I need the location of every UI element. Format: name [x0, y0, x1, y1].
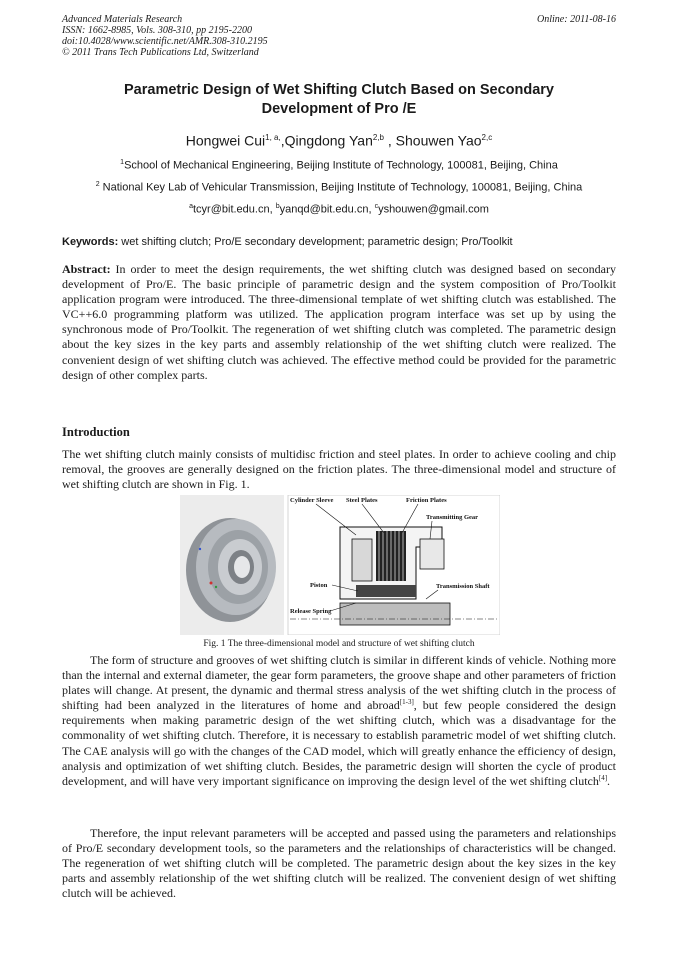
figure-1-caption: Fig. 1 The three-dimensional model and structure of wet shifting clutch — [203, 639, 475, 649]
title-line-1: Parametric Design of Wet Shifting Clutch Based on Secondary — [124, 82, 554, 98]
author-1-name: Hongwei Cui — [185, 132, 266, 149]
copyright-line: © 2011 Trans Tech Publications Ltd, Switzerland — [62, 47, 259, 58]
journal-header — [62, 14, 616, 58]
email-a-sup: a — [189, 203, 193, 210]
email-line — [62, 200, 616, 217]
label-steel-plates: Steel Plates — [346, 497, 378, 504]
affiliation-1-sup: 1 — [120, 159, 125, 166]
author-3-name: , Shouwen Yao — [383, 132, 482, 149]
label-transmission-shaft: Transmission Shaft — [436, 583, 490, 590]
affiliation-1 — [62, 156, 616, 173]
intro-paragraph-1: The wet shifting clutch mainly consists of multidisc friction and steel plates. In order to achieve cooling and chip removal, the grooves are generally designed on the friction plates. The three-dimensional model and structure of wet shifting clutch are shown in Fig. 1. — [62, 447, 616, 492]
email-c[interactable]: yshouwen@gmail.com — [378, 203, 489, 216]
affiliation-1-text: School of Mechanical Engineering, Beijing Institute of Technology, 100081, Beijing, China — [124, 159, 558, 172]
author-list — [62, 129, 616, 150]
paragraph-2 — [62, 653, 616, 789]
author-1-sup: 1, a, — [265, 133, 281, 142]
clutch-3d-model-image — [180, 495, 284, 635]
abstract-paragraph — [62, 262, 616, 383]
abstract-label: Abstract: — [62, 262, 111, 276]
author-3-sup: 2,c — [481, 133, 493, 142]
label-transmitting-gear: Transmitting Gear — [426, 514, 479, 521]
label-friction-plates: Friction Plates — [406, 497, 447, 504]
affiliation-2 — [62, 178, 616, 195]
title-line-2: Development of Pro /E — [261, 101, 417, 117]
issn-line: ISSN: 1662-8985, Vols. 308-310, pp 2195-2200 — [62, 25, 252, 36]
email-b[interactable]: yanqd@bit.edu.cn, — [279, 203, 375, 216]
figure-1 — [180, 495, 500, 635]
keywords-label: Keywords: — [62, 236, 119, 248]
paragraph-2-part-a: The form of structure and grooves of wet shifting clutch is similar in different kinds of vehicle. Nothing more than the internal and external diameter, the gear form parameters, the groove shape and other parameters of friction plates will change. At present, the dynamic and thermal stress analysis of the wet shifting clutch in the process of shifting had been analyzed in the literatures of home and abroad — [62, 653, 616, 713]
email-a[interactable]: tcyr@bit.edu.cn, — [193, 203, 276, 216]
citation-4[interactable]: [4] — [598, 773, 608, 782]
label-piston: Piston — [310, 582, 328, 589]
online-date: Online: 2011-08-16 — [537, 14, 616, 25]
author-2-sup: 2,b — [372, 133, 384, 142]
keywords-text: wet shifting clutch; Pro/E secondary development; parametric design; Pro/Toolkit — [118, 236, 513, 248]
paragraph-2-part-c: . — [607, 773, 611, 788]
doi-line: doi:10.4028/www.scientific.net/AMR.308-310.2195 — [62, 36, 268, 47]
introduction-heading: Introduction — [62, 425, 130, 439]
paragraph-2-part-b: , but few people considered the design requirements when making parametric design of the wet shifting clutch, which was a disadvantage for the commonality of wet shifting clutch. Therefore, it is necessary to establish parametric model of wet shifting clutch. The CAE analysis will go with the changes of the CAD model, which will greatly enhance the efficiency of design, analysis and optimization of wet shifting clutch. Besides, the parametric design will shorten the cycle of product development, and will have very important significance on improving the design level of the wet shifting clutch — [62, 698, 616, 788]
paragraph-3: Therefore, the input relevant parameters will be accepted and passed using the parameters and relationships of Pro/E secondary development tools, so the parameters and the relationships of characteristics will be changed. The regeneration of wet shifting clutch will be completed. The parametric design about the key sizes in the key parts and assembly relationship of the wet shifting clutch will be realized. The convenient design of wet shifting clutch will be achieved. — [62, 826, 616, 901]
journal-name: Advanced Materials Research — [62, 14, 183, 25]
keywords-line — [62, 235, 616, 249]
email-b-sup: b — [275, 203, 280, 210]
paper-title — [62, 81, 616, 119]
label-release-spring: Release Spring — [290, 608, 332, 615]
affiliation-2-text: National Key Lab of Vehicular Transmission, Beijing Institute of Technology, 100081, Beijing, China — [99, 181, 583, 194]
citation-1-3[interactable]: [1-3] — [399, 698, 414, 707]
author-2-name: ,Qingdong Yan — [280, 132, 373, 149]
abstract-text: In order to meet the design requirements, the wet shifting clutch was designed based on secondary development of Pro/E. The basic principle of parametric design and the system composition of Pro/Toolkit application program were introduced. The three-dimensional template of wet shifting clutch was established. The VC++6.0 programming platform was utilized. The application program interface was set up by using the synchronous mode of Pro/Toolkit. The regeneration of wet shifting clutch was completed. The parametric design about the key sizes in the key parts and assembly relationship of the wet shifting clutch were realized. The convenient design of wet shifting clutch was achieved. The effective method could be provided for the parametric design of other complex parts. — [62, 262, 616, 382]
affiliation-2-sup: 2 — [95, 181, 100, 188]
label-cylinder-sleeve: Cylinder Sleeve — [290, 497, 334, 504]
email-c-sup: c — [374, 203, 379, 210]
